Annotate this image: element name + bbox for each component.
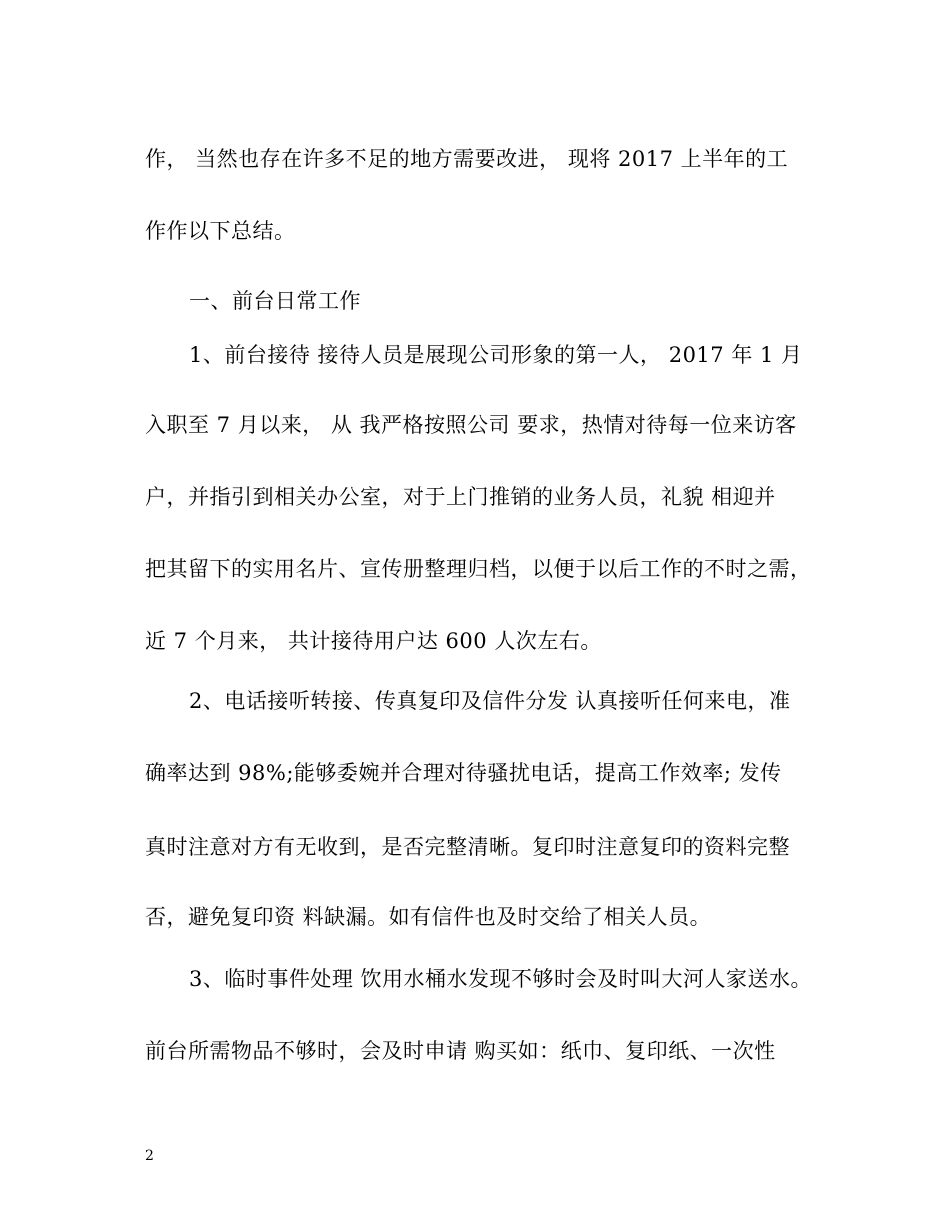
page-number: 2	[145, 1148, 154, 1164]
text-line: 3、临时事件处理 饮用水桶水发现不够时会及时叫大河人家送水。	[189, 967, 813, 991]
text-line: 入职至 7 月以来， 从 我严格按照公司 要求，热情对待每一位来访客	[145, 413, 797, 437]
text-line: 前台所需物品不够时，会及时申请 购买如：纸巾、复印纸、一次性	[145, 1039, 776, 1063]
text-line: 2、电话接听转接、传真复印及信件分发 认真接听任何来电，准	[189, 689, 791, 713]
text-line: 作， 当然也存在许多不足的地方需要改进， 现将 2017 上半年的工	[145, 147, 789, 171]
text-line: 1、前台接待 接待人员是展现公司形象的第一人， 2017 年 1 月	[189, 343, 803, 367]
text-line: 近 7 个月来， 共计接待用户达 600 人次左右。	[145, 629, 602, 653]
text-line: 户，并指引到相关办公室，对于上门推销的业务人员，礼貌 相迎并	[145, 485, 776, 509]
text-line: 否，避免复印资 料缺漏。如有信件也及时交给了相关人员。	[145, 905, 712, 929]
text-line: 真时注意对方有无收到，是否完整清晰。复印时注意复印的资料完整	[145, 835, 790, 859]
section-heading: 一、前台日常工作	[189, 289, 361, 313]
text-line: 确率达到 98%;能够委婉并合理对待骚扰电话，提高工作效率; 发传	[145, 761, 782, 785]
text-line: 作作以下总结。	[145, 219, 296, 243]
text-line: 把其留下的实用名片、宣传册整理归档，以便于以后工作的不时之需，	[145, 557, 812, 581]
